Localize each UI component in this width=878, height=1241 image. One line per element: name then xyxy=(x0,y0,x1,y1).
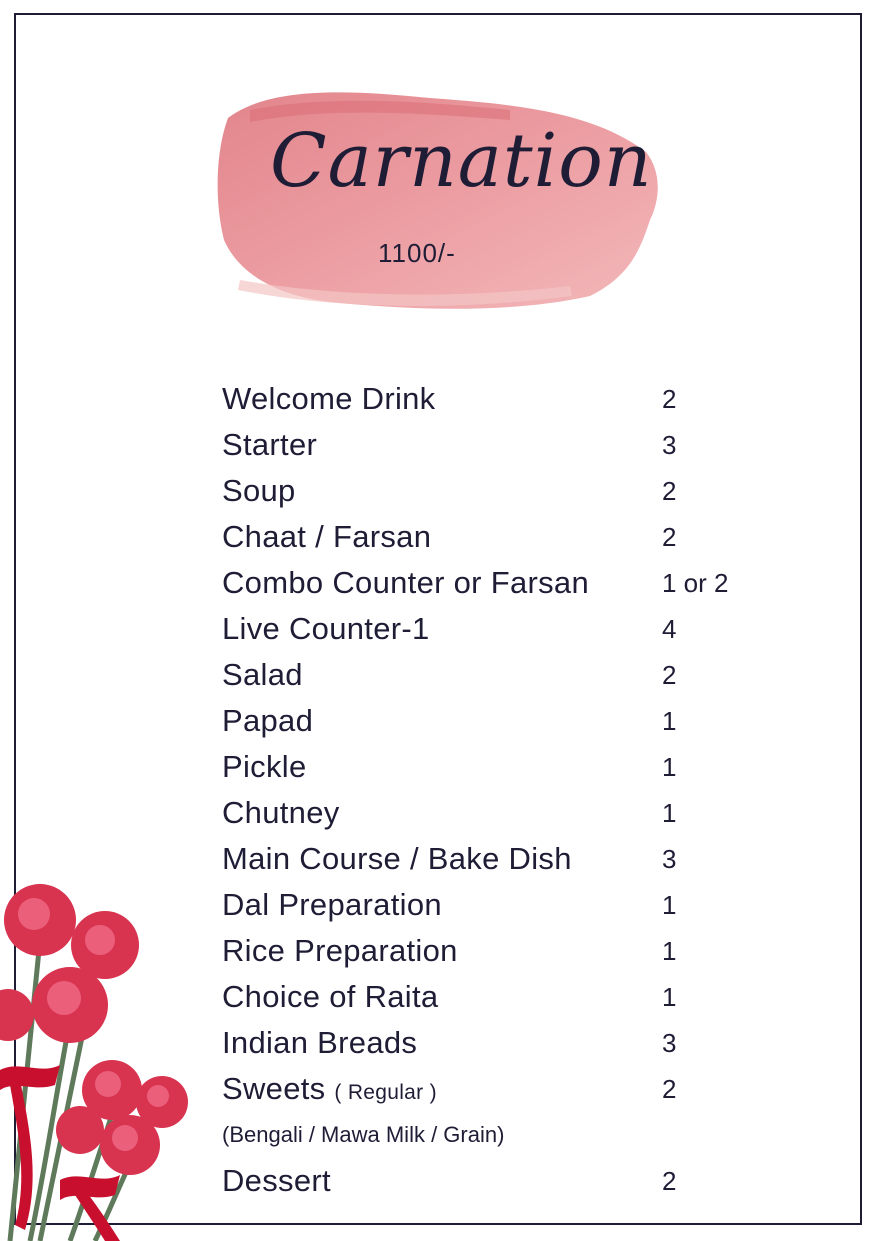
item-count: 2 xyxy=(662,521,677,552)
item-name-main: Sweets xyxy=(222,1071,326,1106)
menu-list xyxy=(222,376,782,1204)
list-item xyxy=(222,376,782,422)
list-item xyxy=(222,790,782,836)
item-name: Pickle xyxy=(222,749,307,784)
item-name: Combo Counter or Farsan xyxy=(222,565,590,600)
list-item xyxy=(222,974,782,1020)
list-item xyxy=(222,560,782,606)
item-count: 2 xyxy=(662,1165,677,1196)
item-count: 3 xyxy=(662,1027,677,1058)
item-count: 2 xyxy=(662,383,677,414)
item-name: Chutney xyxy=(222,795,340,830)
item-name-sub: ( Regular ) xyxy=(334,1081,437,1104)
list-item xyxy=(222,928,782,974)
item-name: Indian Breads xyxy=(222,1025,418,1060)
package-title: Carnation xyxy=(270,118,653,204)
item-name: Main Course / Bake Dish xyxy=(222,841,572,876)
item-count: 3 xyxy=(662,429,677,460)
item-name: Dal Preparation xyxy=(222,887,442,922)
list-item xyxy=(222,698,782,744)
list-item xyxy=(222,652,782,698)
list-item xyxy=(222,1066,782,1112)
item-name: Starter xyxy=(222,427,318,462)
item-count: 2 xyxy=(662,475,677,506)
item-count: 2 xyxy=(662,1073,677,1104)
item-count: 3 xyxy=(662,843,677,874)
list-item xyxy=(222,606,782,652)
list-item xyxy=(222,422,782,468)
menu-header xyxy=(210,80,670,320)
item-name: Papad xyxy=(222,703,314,738)
item-name: Live Counter-1 xyxy=(222,611,430,646)
item-name: Rice Preparation xyxy=(222,933,458,968)
item-name: Soup xyxy=(222,473,296,508)
item-name: Dessert xyxy=(222,1163,331,1198)
list-item xyxy=(222,836,782,882)
item-count: 1 xyxy=(662,705,677,736)
list-item xyxy=(222,744,782,790)
item-name: Welcome Drink xyxy=(222,381,436,416)
list-item xyxy=(222,468,782,514)
item-count: 1 xyxy=(662,797,677,828)
item-count: 2 xyxy=(662,659,677,690)
carnation-bouquet-icon xyxy=(0,880,200,1241)
package-price: 1100/- xyxy=(378,238,456,268)
item-count: 1 xyxy=(662,981,677,1012)
item-count: 1 xyxy=(662,751,677,782)
item-name: Choice of Raita xyxy=(222,979,439,1014)
item-name: Chaat / Farsan xyxy=(222,519,432,554)
list-item xyxy=(222,882,782,928)
list-item xyxy=(222,514,782,560)
item-name xyxy=(222,1071,437,1107)
sweets-note: (Bengali / Mawa Milk / Grain) xyxy=(222,1122,505,1147)
item-name: Salad xyxy=(222,657,303,692)
item-count: 1 xyxy=(662,935,677,966)
item-count: 1 xyxy=(662,889,677,920)
list-item xyxy=(222,1020,782,1066)
item-count: 4 xyxy=(662,613,677,644)
list-item xyxy=(222,1158,782,1204)
item-count: 1 or 2 xyxy=(662,567,729,598)
